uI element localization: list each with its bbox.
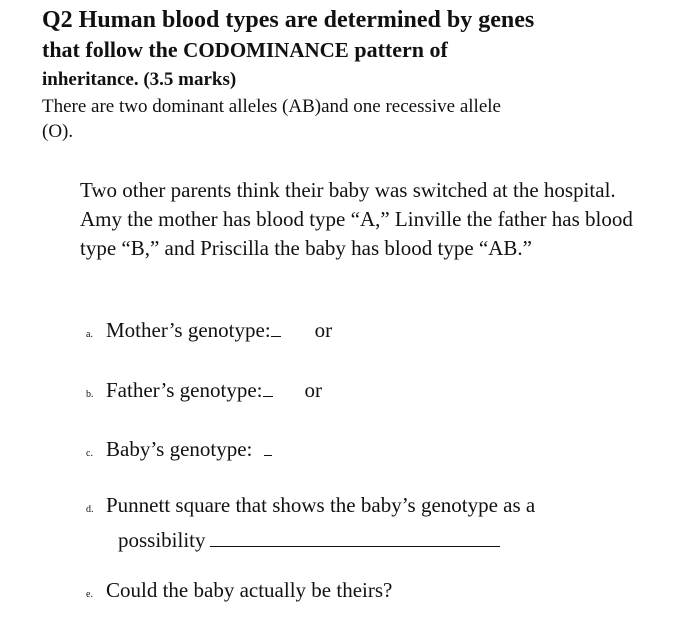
item-father-genotype	[86, 376, 322, 409]
item-label: Mother’s genotype:	[106, 318, 271, 342]
question-title-line-3: inheritance. (3.5 marks)	[42, 69, 237, 90]
question-title-line-2-suffix: pattern of	[348, 37, 448, 62]
scenario-paragraph: Two other parents think their baby was switched at the hospital. Amy the mother has blood type “A,” Linville the father has blood type “B,” and Priscilla the baby has blood type “AB.”	[80, 178, 633, 260]
item-marker: e.	[86, 589, 93, 600]
question-title	[42, 6, 602, 94]
question-title-line-2	[42, 35, 602, 65]
mother-genotype-blank-1[interactable]	[271, 316, 281, 337]
item-marker: d.	[86, 504, 94, 515]
item-label: Baby’s genotype:	[106, 437, 253, 461]
item-continuation	[86, 526, 535, 554]
item-label: Punnett square that shows the baby’s genotype as a	[106, 493, 536, 517]
item-baby-genotype	[86, 435, 272, 468]
item-could-be-theirs	[86, 576, 392, 609]
item-punnett-square	[86, 491, 535, 554]
baby-genotype-blank[interactable]	[264, 435, 272, 456]
intro-text: There are two dominant alleles (AB)and one recessive allele (O).	[42, 96, 501, 142]
item-marker: b.	[86, 389, 94, 400]
item-mother-genotype	[86, 316, 332, 349]
item-continuation-text: possibility	[118, 528, 206, 552]
question-title-line-1: Q2 Human blood types are determined by genes	[42, 7, 535, 33]
item-marker: a.	[86, 329, 93, 340]
or-label: or	[314, 318, 333, 342]
punnett-answer-line[interactable]	[210, 526, 500, 547]
item-label: Father’s genotype:	[106, 378, 263, 402]
or-label: or	[304, 378, 322, 402]
question-title-line-2-prefix: that follow the	[42, 37, 184, 62]
item-label: Could the baby actually be theirs?	[106, 578, 393, 602]
codominance-keyword: CODOMINANCE	[183, 38, 349, 62]
item-marker: c.	[86, 448, 93, 459]
father-genotype-blank-1[interactable]	[263, 376, 273, 397]
